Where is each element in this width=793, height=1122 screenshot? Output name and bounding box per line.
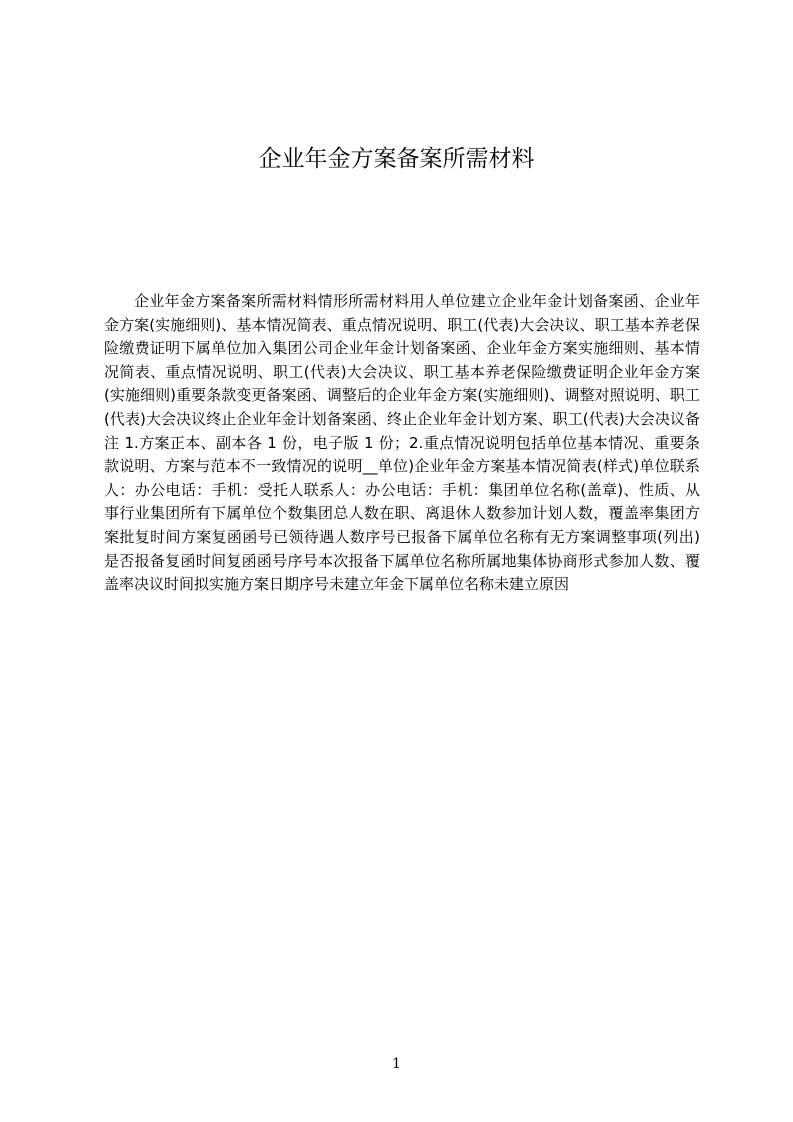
page-title: 企业年金方案备案所需材料 — [258, 146, 535, 172]
page-number: 1 — [392, 1056, 401, 1072]
body-paragraph: 企业年金方案备案所需材料情形所需材料用人单位建立企业年金计划备案函、企业年金方案(实施细则)、基本情况简表、重点情况说明、职工(代表)大会决议、职工基本养老保险缴费证明下属单位加入集团公司企业年金计划备案函、企业年金方案实施细则、基本情况简表、重点情况说明、职工(代表)大会决议、职工基本养老保险缴费证明企业年金方案(实施细则)重要条款变更备案函、调整后的企业年金方案(实施细则)、调整对照说明、职工(代表)大会决议终止企业年金计划备案函、终止企业年金计划方案、职工(代表)大会决议备注 1.方案正本、副本各 1 份，电子版 1 份；2.重点情况说明包括单位基本情况、重要条款说明、方案与范本不一致情况的说明__单位)企业年金方案基本情况简表(样式)单位联系人：办公电话：手机：受托人联系人：办公电话：手机：集团单位名称(盖章)、性质、从事行业集团所有下属单位个数集团总人数在职、离退休人数参加计划人数，覆盖率集团方案批复时间方案复函函号已领待遇人数序号已报备下属单位名称有无方案调整事项(列出)是否报备复函时间复函函号序号本次报备下属单位名称所属地集体协商形式参加人数、覆盖率决议时间拟实施方案日期序号未建立年金下属单位名称未建立原因 — [104, 292, 700, 594]
